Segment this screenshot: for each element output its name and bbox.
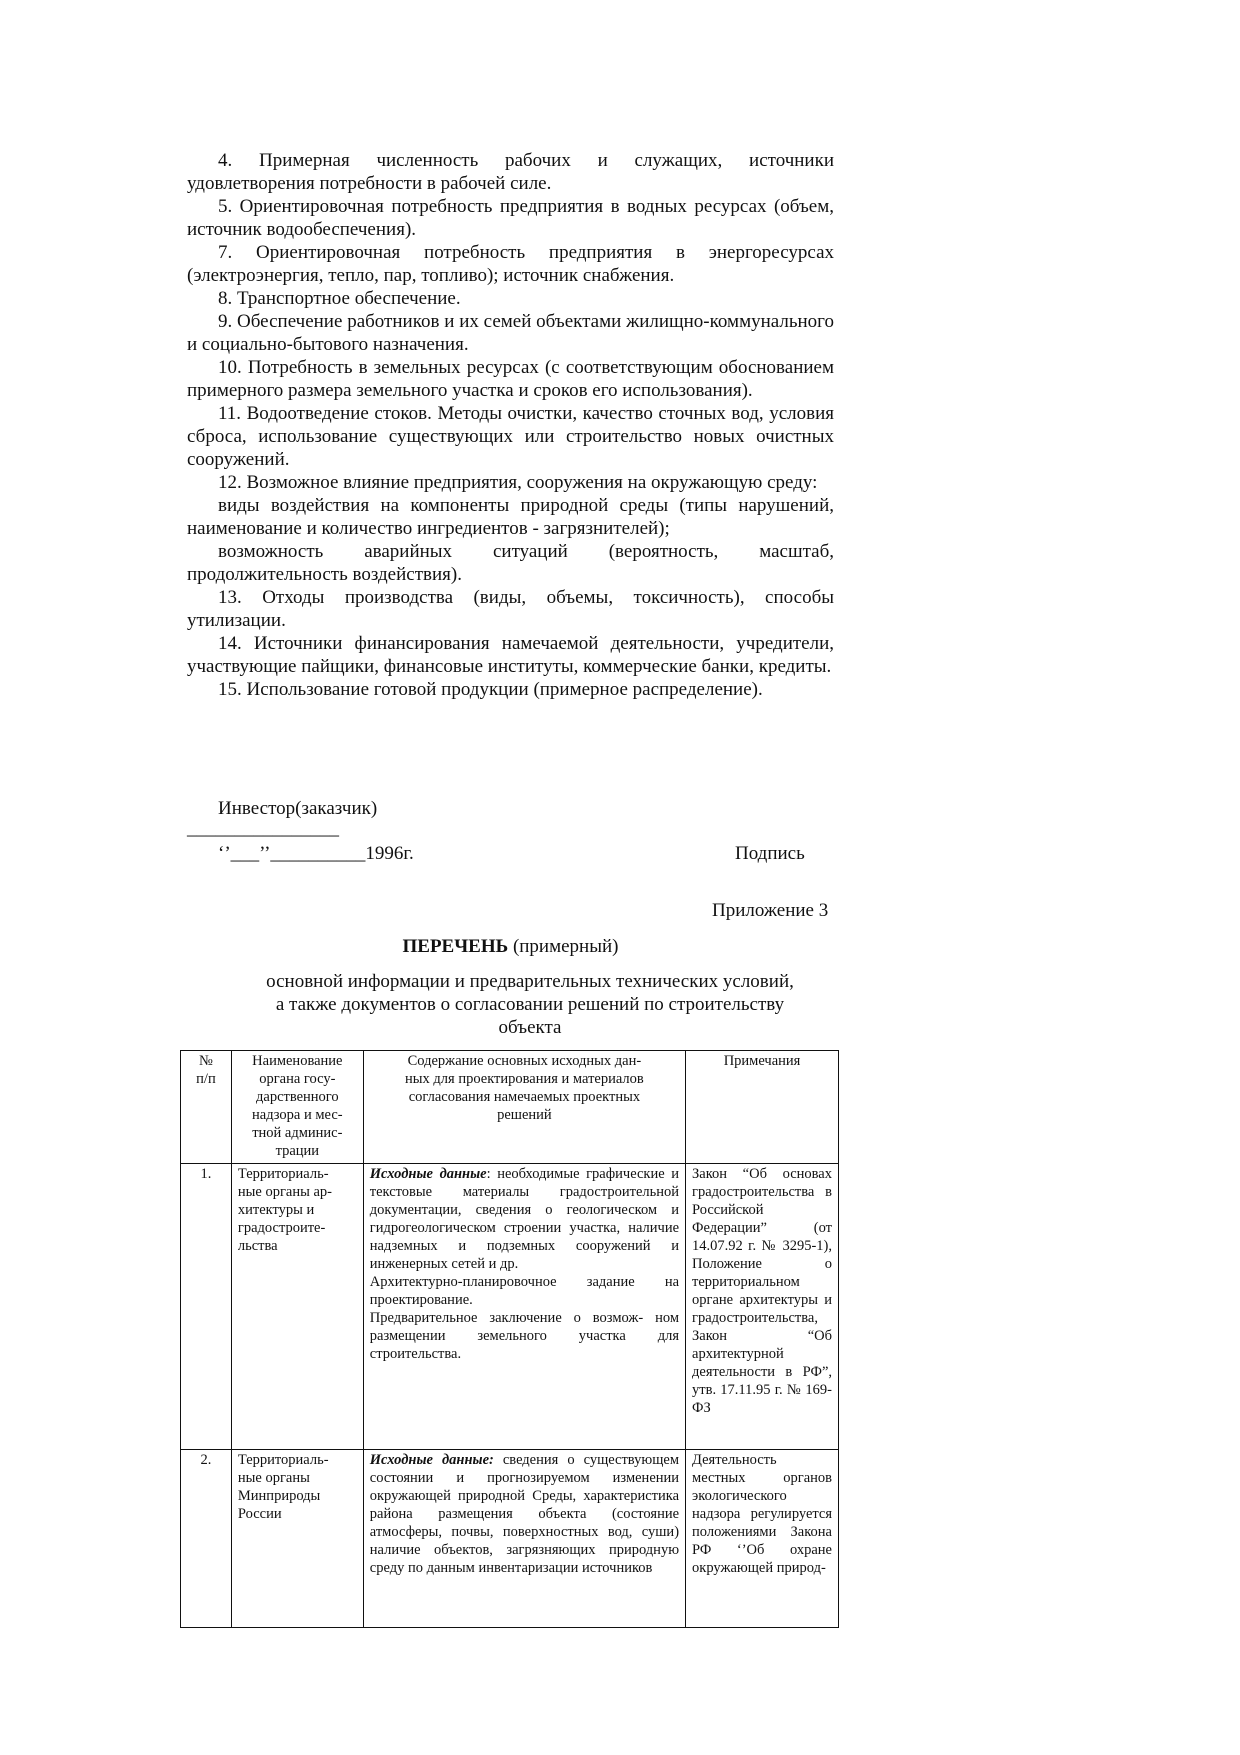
row-content: [363, 1164, 685, 1450]
date-line: ‘’___’’__________1996г.: [218, 843, 414, 864]
content-label: Исходные данные: [369, 1166, 487, 1182]
paragraph: 14. Источники финансирования намечаемой деятельности, учредители, участвующие пайщики, финансовые институты, коммерческие банки, кредиты.: [187, 633, 834, 677]
header-notes: Примечания: [686, 1051, 839, 1164]
paragraph: 5. Ориентировочная потребность предприятия в водных ресурсах (объем, источник водообеспечения).: [187, 196, 834, 240]
row-organ: Территориаль- ные органы Минприроды России: [231, 1450, 363, 1628]
paragraph: 10. Потребность в земельных ресурсах (с соответствующим обоснованием примерного размера земельного участка и сроков его использования).: [187, 357, 834, 401]
table-row: [181, 1164, 839, 1450]
row-notes: Закон “Об основах градостроительства в Российской Федерации” (от 14.07.92 г. № 3295-1), Положение о территориальном органе архитектуры и градостроительства, Закон “Об архитектурной деятельности в РФ”, утв. 17.11.95 г. № 169-ФЗ: [686, 1164, 839, 1450]
paragraph: 7. Ориентировочная потребность предприятия в энергоресурсах (электроэнергия, тепло, пар, топливо); источник снабжения.: [187, 242, 834, 286]
paragraph: 13. Отходы производства (виды, объемы, токсичность), способы утилизации.: [187, 587, 834, 631]
paragraph: 11. Водоотведение стоков. Методы очистки, качество сточных вод, условия сброса, использование существующих или строительство новых очистных сооружений.: [187, 403, 834, 470]
header-organ: Наименование органа госу- дарственного надзора и мес- тной админис- трации: [231, 1051, 363, 1164]
title-bold: ПЕРЕЧЕНЬ: [402, 936, 509, 957]
row-num: 2.: [181, 1450, 232, 1628]
paragraph: 8. Транспортное обеспечение.: [218, 288, 461, 309]
signature-line: ________________: [187, 818, 339, 839]
paragraph: 9. Обеспечение работников и их семей объектами жилищно-коммунального и социально-бытового назначения.: [187, 311, 834, 355]
table-header-row: [181, 1051, 839, 1164]
content-text-3: Предварительное заключение о возмож- ном размещении земельного участка для строительства.: [369, 1310, 680, 1362]
content-text: : необходимые графические и текстовые материалы градостроительной документации, сведения о геологическом и гидрогеологическом строении участка, наличие надземных и подземных сооружений и инженерных сетей и др.: [369, 1166, 680, 1272]
header-content: Содержание основных исходных дан- ных для проектирования и материалов согласования намечаемых проектных решений: [363, 1051, 685, 1164]
content-text-2: Архитектурно-планировочное задание на проектирование.: [369, 1274, 680, 1308]
row-organ: Территориаль- ные органы ар- хитектуры и градостроите- льства: [231, 1164, 363, 1450]
paragraph: возможность аварийных ситуаций (вероятность, масштаб, продолжительность воздействия).: [187, 541, 834, 585]
list-title: [187, 935, 834, 958]
paragraph: виды воздействия на компоненты природной среды (типы нарушений, наименование и количество ингредиентов - загрязнителей);: [187, 495, 834, 539]
list-subtitle: основной информации и предварительных технических условий, а также документов о согласовании решений по строительству объекта: [266, 971, 794, 1038]
row-num: 1.: [181, 1164, 232, 1450]
appendix-label: Приложение 3: [712, 900, 829, 921]
table-row: [181, 1450, 839, 1628]
row-notes: Деятельность местных органов экологического надзора регулируется положениями Закона РФ ‘’Об охране окружающей природ-: [686, 1450, 839, 1628]
paragraph: 15. Использование готовой продукции (примерное распределение).: [218, 679, 763, 700]
investor-label: Инвестор(заказчик): [218, 798, 378, 819]
paragraph: 12. Возможное влияние предприятия, сооружения на окружающую среду:: [218, 472, 818, 493]
row-content: [363, 1450, 685, 1628]
signature-label: Подпись: [735, 843, 805, 864]
requirements-table: [180, 1050, 839, 1628]
content-text: сведения о существующем состоянии и прогнозируемом изменении окружающей природной Среды, характеристика района размещения объекта (состояние атмосферы, почвы, поверхностных вод, суши) наличие объектов, загрязняющих природную среду по данным инвентаризации источников: [369, 1452, 680, 1576]
content-label: Исходные данные:: [369, 1452, 494, 1468]
body-text: [187, 149, 834, 701]
paragraph: 4. Примерная численность рабочих и служащих, источники удовлетворения потребности в рабочей силе.: [187, 150, 834, 194]
title-rest: (примерный): [508, 936, 619, 957]
header-num: № п/п: [181, 1051, 232, 1164]
